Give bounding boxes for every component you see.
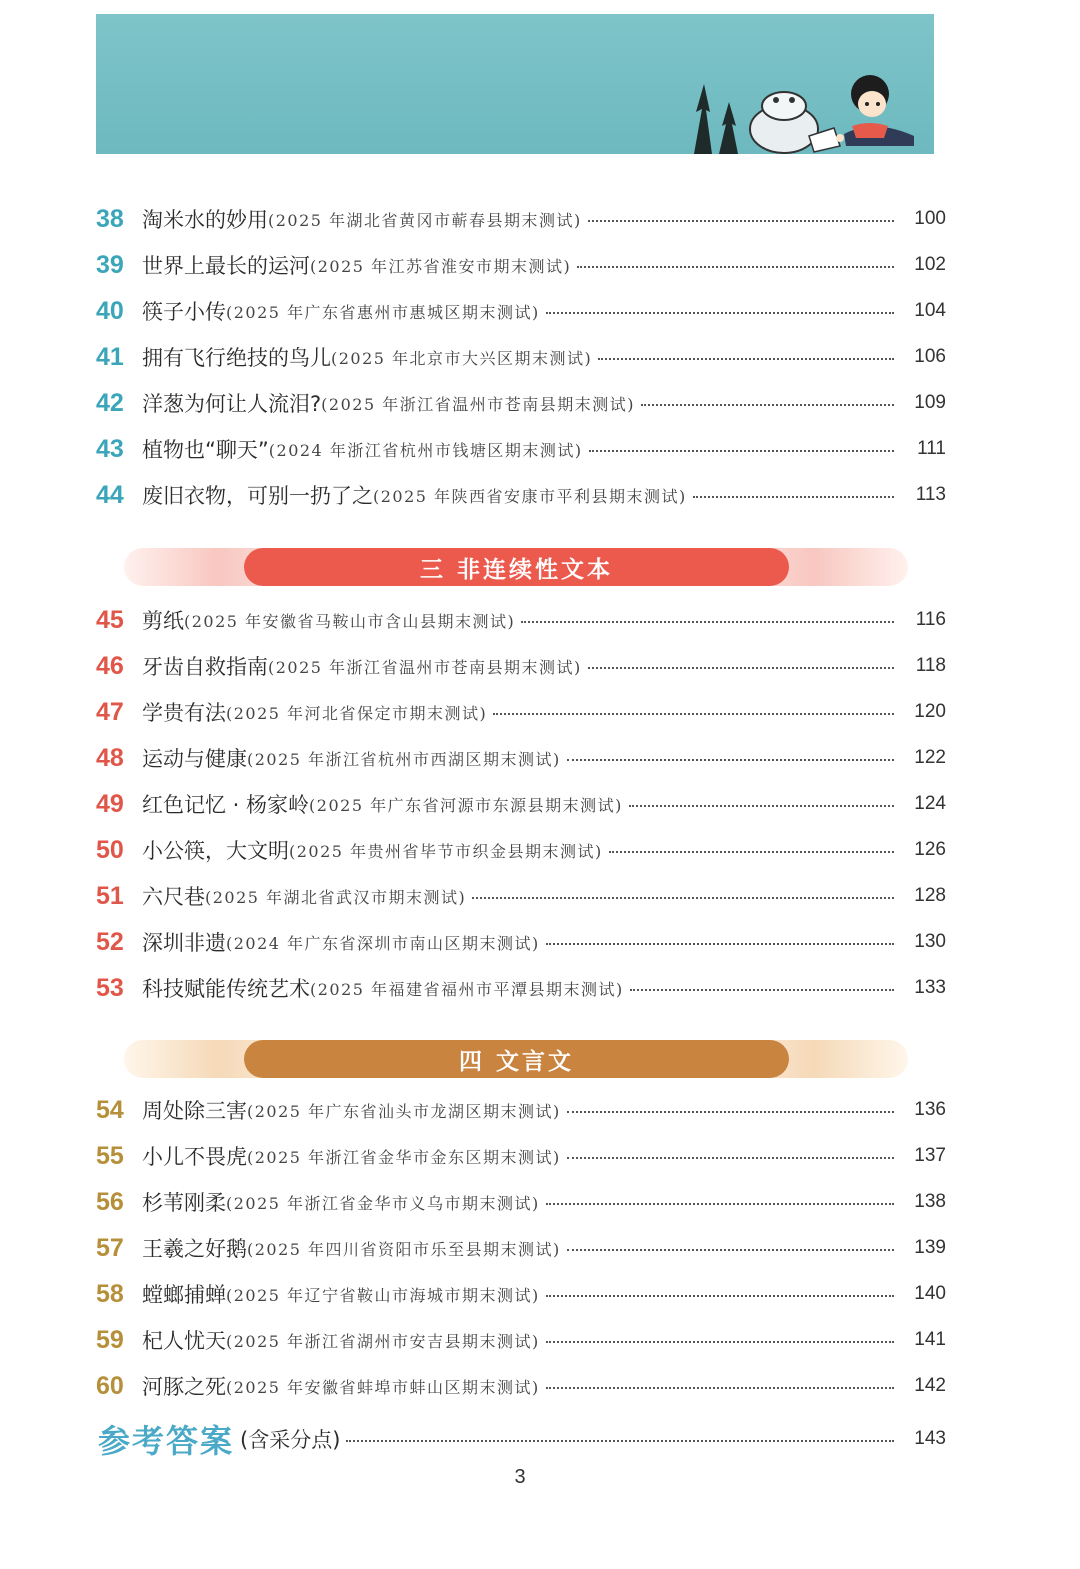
entry-title: 拥有飞行绝技的鸟儿 (142, 346, 331, 370)
entry-page: 113 (915, 484, 946, 505)
dot-leader (693, 496, 894, 498)
entry-number: 40 (96, 296, 124, 325)
entry-title: 小公筷，大文明 (142, 839, 289, 863)
dot-leader (577, 266, 894, 268)
entry-title: 植物也“聊天” (142, 438, 269, 462)
section-three-title: 三 非连续性文本 (244, 548, 789, 586)
dot-leader (546, 312, 894, 314)
toc-entry[interactable] (96, 876, 946, 916)
entry-page: 141 (914, 1329, 946, 1350)
entry-title: 运动与健康 (142, 747, 247, 771)
entry-number: 49 (96, 789, 124, 818)
entry-page: 122 (914, 747, 946, 768)
entry-source: (2025 年河北省保定市期末测试) (226, 703, 488, 723)
entry-title: 牙齿自救指南 (142, 655, 268, 679)
entry-title: 杞人忧天 (142, 1329, 226, 1353)
entry-page: 138 (914, 1191, 946, 1212)
entry-number: 44 (96, 480, 124, 509)
dot-leader (598, 358, 894, 360)
toc-entry[interactable] (96, 1090, 946, 1130)
entry-title: 剪纸 (142, 609, 184, 633)
dot-leader (472, 897, 894, 899)
entry-title: 六尺巷 (142, 885, 205, 909)
toc-entry[interactable] (96, 1228, 946, 1268)
entry-source: (2025 年北京市大兴区期末测试) (331, 348, 593, 368)
entry-source: (2025 年广东省汕头市龙湖区期末测试) (247, 1101, 561, 1121)
answer-key-entry[interactable] (98, 1416, 946, 1462)
entry-page: 118 (915, 655, 946, 676)
entry-source: (2025 年安徽省马鞍山市含山县期末测试) (184, 611, 516, 631)
entry-number: 58 (96, 1279, 124, 1308)
entry-title: 筷子小传 (142, 300, 226, 324)
entry-source: (2025 年浙江省温州市苍南县期末测试) (268, 657, 582, 677)
entry-number: 50 (96, 835, 124, 864)
entry-page: 137 (914, 1145, 946, 1166)
toc-entry[interactable] (96, 922, 946, 962)
entry-title: 红色记忆 · 杨家岭 (142, 793, 310, 817)
entry-source: (2025 年辽宁省鞍山市海城市期末测试) (226, 1285, 540, 1305)
entry-page: 106 (914, 346, 946, 367)
entry-page: 124 (914, 793, 946, 814)
toc-entry[interactable] (96, 383, 946, 423)
dot-leader (546, 1295, 894, 1297)
toc-entry[interactable] (96, 738, 946, 778)
entry-number: 54 (96, 1095, 124, 1124)
entry-source: (2025 年陕西省安康市平利县期末测试) (373, 486, 687, 506)
entry-source: (2025 年浙江省杭州市西湖区期末测试) (247, 749, 561, 769)
toc-entry[interactable] (96, 830, 946, 870)
entry-number: 42 (96, 388, 124, 417)
dot-leader (641, 404, 894, 406)
entry-title: 王羲之好鹅 (142, 1237, 247, 1261)
entry-number: 56 (96, 1187, 124, 1216)
toc-entry[interactable] (96, 646, 946, 686)
entry-title: 科技赋能传统艺术 (142, 977, 310, 1001)
dot-leader (567, 1249, 894, 1251)
entry-title: 淘米水的妙用 (142, 208, 268, 232)
entry-source: (2025 年湖北省武汉市期末测试) (205, 887, 467, 907)
dot-leader (346, 1440, 894, 1442)
toc-entry[interactable] (96, 291, 946, 331)
entry-source: (2025 年福建省福州市平潭县期末测试) (310, 979, 624, 999)
dot-leader (588, 220, 894, 222)
answer-key-title: 参考答案 (98, 1422, 235, 1460)
dot-leader (629, 805, 894, 807)
entry-title: 杉苇刚柔 (142, 1191, 226, 1215)
entry-title: 世界上最长的运河 (142, 254, 310, 278)
entry-title: 螳螂捕蝉 (142, 1283, 226, 1307)
toc-entry[interactable] (96, 337, 946, 377)
entry-source: (2025 年浙江省金华市金东区期末测试) (247, 1147, 561, 1167)
dot-leader (630, 989, 894, 991)
entry-title: 周处除三害 (142, 1099, 247, 1123)
entry-title: 洋葱为何让人流泪? (142, 392, 322, 416)
dot-leader (493, 713, 894, 715)
cartoon-boy-reading-icon (674, 54, 934, 154)
dot-leader (546, 1387, 894, 1389)
entry-number: 53 (96, 973, 124, 1002)
entry-page: 104 (914, 300, 946, 321)
entry-number: 60 (96, 1371, 124, 1400)
entry-number: 57 (96, 1233, 124, 1262)
answer-key-subtitle: (含采分点) (240, 1428, 341, 1452)
entry-source: (2025 年浙江省金华市义乌市期末测试) (226, 1193, 540, 1213)
entry-title: 学贵有法 (142, 701, 226, 725)
entry-source: (2025 年浙江省温州市苍南县期末测试) (321, 394, 635, 414)
toc-entry[interactable] (96, 692, 946, 732)
dot-leader (589, 450, 894, 452)
toc-entry[interactable] (96, 1366, 946, 1406)
toc-entry[interactable] (96, 600, 946, 640)
entry-source: (2024 年浙江省杭州市钱塘区期末测试) (268, 440, 583, 460)
dot-leader (609, 851, 894, 853)
entry-number: 39 (96, 250, 124, 279)
entry-page: 130 (914, 931, 946, 952)
toc-entry[interactable] (96, 1136, 946, 1176)
toc-entry[interactable] (96, 245, 946, 285)
dot-leader (521, 621, 894, 623)
entry-page: 116 (915, 609, 946, 630)
entry-page: 142 (914, 1375, 946, 1396)
dot-leader (546, 1341, 894, 1343)
entry-number: 43 (96, 434, 124, 463)
entry-page: 136 (914, 1099, 946, 1120)
section-four-title: 四 文言文 (244, 1040, 789, 1078)
entry-page: 111 (917, 438, 946, 459)
entry-number: 38 (96, 204, 124, 233)
entry-page: 100 (914, 208, 946, 229)
entry-number: 47 (96, 697, 124, 726)
toc-entry[interactable] (96, 784, 946, 824)
header-banner (96, 14, 934, 154)
dot-leader (546, 943, 894, 945)
entry-source: (2024 年广东省深圳市南山区期末测试) (226, 933, 540, 953)
toc-entry[interactable] (96, 968, 946, 1008)
toc-entry[interactable] (96, 1320, 946, 1360)
entry-number: 59 (96, 1325, 124, 1354)
entry-number: 51 (96, 881, 124, 910)
entry-source: (2025 年浙江省湖州市安吉县期末测试) (226, 1331, 540, 1351)
entry-source: (2025 年广东省惠州市惠城区期末测试) (226, 302, 540, 322)
dot-leader (567, 759, 894, 761)
answer-key-page: 143 (914, 1428, 946, 1449)
page-number: 3 (514, 1466, 526, 1488)
toc-entry[interactable] (96, 1182, 946, 1222)
entry-title: 深圳非遗 (142, 931, 226, 955)
entry-source: (2025 年江苏省淮安市期末测试) (310, 256, 572, 276)
entry-source: (2025 年安徽省蚌埠市蚌山区期末测试) (226, 1377, 540, 1397)
dot-leader (567, 1157, 894, 1159)
entry-source: (2025 年广东省河源市东源县期末测试) (309, 795, 623, 815)
entry-page: 139 (914, 1237, 946, 1258)
entry-page: 133 (914, 977, 946, 998)
entry-page: 102 (914, 254, 946, 275)
dot-leader (546, 1203, 894, 1205)
section-four-header (124, 1040, 908, 1078)
dot-leader (567, 1111, 894, 1113)
entry-number: 41 (96, 342, 124, 371)
entry-number: 46 (96, 651, 124, 680)
entry-page: 140 (914, 1283, 946, 1304)
entry-title: 小儿不畏虎 (142, 1145, 247, 1169)
toc-entry[interactable] (96, 1274, 946, 1314)
entry-source: (2025 年湖北省黄冈市蕲春县期末测试) (268, 210, 582, 230)
entry-title: 废旧衣物，可别一扔了之 (142, 484, 373, 508)
entry-page: 120 (914, 701, 946, 722)
entry-title: 河豚之死 (142, 1375, 226, 1399)
toc-entry[interactable] (96, 429, 946, 469)
toc-entry[interactable] (96, 199, 946, 239)
toc-entry[interactable] (96, 475, 946, 515)
entry-page: 109 (914, 392, 946, 413)
section-three-header (124, 548, 908, 586)
entry-number: 52 (96, 927, 124, 956)
entry-number: 48 (96, 743, 124, 772)
entry-source: (2025 年贵州省毕节市织金县期末测试) (289, 841, 603, 861)
entry-source: (2025 年四川省资阳市乐至县期末测试) (247, 1239, 561, 1259)
entry-number: 55 (96, 1141, 124, 1170)
entry-number: 45 (96, 605, 124, 634)
dot-leader (588, 667, 894, 669)
entry-page: 128 (914, 885, 946, 906)
entry-page: 126 (914, 839, 946, 860)
